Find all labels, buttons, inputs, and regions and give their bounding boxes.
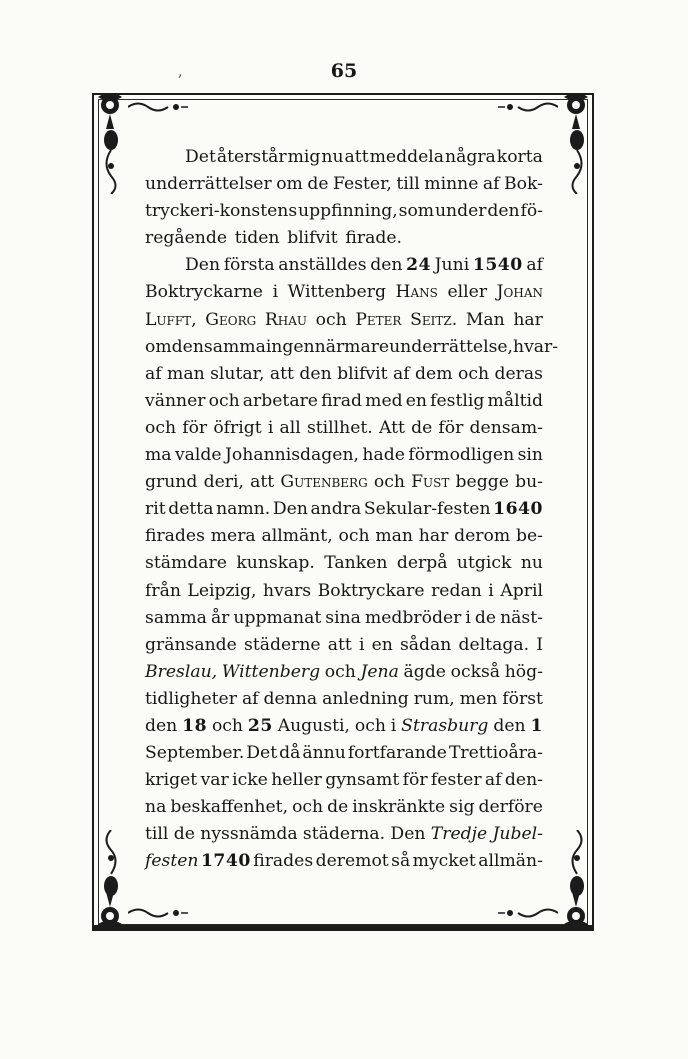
- word: Johannisdagen,: [225, 445, 359, 466]
- word: och: [457, 363, 490, 384]
- scroll-rule-icon: [498, 100, 558, 114]
- word: derpå: [396, 553, 448, 574]
- word: 1: [530, 715, 543, 736]
- text-line: [145, 144, 543, 171]
- word: ma: [145, 445, 172, 466]
- word: Wittenberg: [287, 282, 386, 303]
- stray-mark: ,: [178, 64, 183, 80]
- word: man: [375, 526, 413, 547]
- word: ännu: [302, 743, 346, 764]
- word: medbröder: [364, 607, 462, 628]
- word: utgick: [456, 553, 512, 574]
- word: de: [474, 607, 497, 628]
- word: i: [358, 634, 365, 655]
- word: regående: [145, 228, 228, 249]
- word: densam-: [469, 417, 543, 438]
- word: deremot: [315, 851, 389, 872]
- word: underrättelse,: [389, 336, 514, 357]
- text-line: [145, 334, 559, 361]
- word: mera: [210, 526, 256, 547]
- word: af: [484, 770, 502, 791]
- word: uppmanat: [233, 607, 322, 628]
- word: man: [167, 363, 205, 384]
- word: Gutenberg: [280, 472, 368, 493]
- word: städerne: [244, 634, 321, 655]
- word: Johan: [496, 282, 543, 303]
- word: och: [292, 797, 324, 818]
- word: Sekular-festen: [363, 499, 491, 520]
- word: anledning: [322, 688, 409, 709]
- page-number: 65: [330, 60, 358, 82]
- word: ingen: [265, 336, 315, 357]
- word: för: [438, 417, 464, 438]
- scroll-rule-icon: [128, 906, 188, 920]
- word: Hans: [395, 282, 438, 303]
- word: nu: [321, 147, 344, 167]
- word: gynsamt: [325, 770, 400, 791]
- word: i: [390, 715, 397, 736]
- word: de: [327, 797, 349, 818]
- word: första: [223, 255, 275, 276]
- word: af: [393, 363, 410, 384]
- word: Lufft,: [145, 309, 197, 330]
- vine-side-icon: [564, 124, 590, 194]
- word: af: [526, 255, 543, 276]
- word: att: [250, 472, 275, 493]
- word: rit: [145, 499, 166, 520]
- word: en: [405, 390, 428, 411]
- word: mycket: [412, 851, 476, 872]
- text-line: [145, 442, 543, 469]
- word: be-: [515, 526, 543, 547]
- word: näst-: [500, 607, 543, 628]
- word: allmän-: [478, 851, 543, 872]
- word: Man: [465, 309, 505, 330]
- word: meddela: [369, 147, 444, 167]
- word: tidligheter: [145, 688, 237, 709]
- word: de: [173, 824, 195, 845]
- word: Det: [185, 147, 216, 167]
- text-line: [145, 171, 543, 198]
- word: 24: [406, 255, 432, 276]
- text-line: [145, 632, 543, 659]
- word: att: [344, 147, 369, 167]
- word: festen: [145, 851, 199, 872]
- word: Bok-: [504, 174, 543, 195]
- word: af: [145, 363, 162, 384]
- word: Leipzig,: [187, 580, 257, 601]
- word: Jubel-: [492, 824, 543, 845]
- word: kriget: [145, 770, 198, 791]
- text-line: [145, 279, 543, 306]
- word: Breslau,: [145, 661, 218, 682]
- text-line: [145, 578, 543, 605]
- word: och: [208, 390, 240, 411]
- word: förmodligen: [408, 445, 515, 466]
- word: och: [338, 526, 370, 547]
- word: arbetare: [242, 390, 318, 411]
- word: eller: [447, 282, 488, 303]
- word: närmare: [314, 336, 390, 357]
- word: Strasburg: [401, 715, 489, 736]
- word: och: [145, 417, 177, 438]
- text-line: [145, 496, 543, 523]
- word: beskaffenhet,: [170, 797, 289, 818]
- word: allmänt,: [261, 526, 333, 547]
- vine-side-icon: [98, 830, 124, 900]
- word: fortfarande: [347, 743, 447, 764]
- word: under: [434, 201, 487, 222]
- word: att: [269, 363, 294, 384]
- text-line: [145, 713, 543, 740]
- text-line: [145, 821, 543, 848]
- word: af: [241, 688, 259, 709]
- word: och: [211, 715, 243, 736]
- word: städerna.: [302, 824, 386, 845]
- word: redan: [431, 580, 482, 601]
- word: fö-: [520, 201, 543, 222]
- word: och: [373, 472, 405, 493]
- word: icke: [232, 770, 268, 791]
- word: 1540: [472, 255, 523, 276]
- word: af: [482, 174, 500, 195]
- word: andra: [310, 499, 362, 520]
- word: Juni: [434, 255, 470, 276]
- word: Peter: [355, 309, 402, 330]
- word: mig: [287, 147, 321, 167]
- word: underrättelser: [145, 174, 272, 195]
- word: den: [487, 201, 520, 222]
- word: minne: [424, 174, 479, 195]
- word: inskränkte: [352, 797, 446, 818]
- word: i: [267, 417, 274, 438]
- word: heller: [271, 770, 322, 791]
- word: hade: [362, 445, 405, 466]
- word: stämdare: [145, 553, 227, 574]
- word: festlig: [430, 390, 485, 411]
- word: deri,: [203, 472, 244, 493]
- scroll-rule-icon: [128, 100, 188, 114]
- word: öfrigt: [213, 417, 262, 438]
- word: med: [365, 390, 403, 411]
- word: sin: [517, 445, 543, 466]
- word: i: [488, 580, 494, 601]
- vine-side-icon: [564, 830, 590, 900]
- word: blifvit: [337, 363, 388, 384]
- word: den: [145, 715, 178, 736]
- word: den: [370, 255, 403, 276]
- text-line: [145, 686, 543, 713]
- word: Den: [390, 824, 426, 845]
- word: Tredje: [430, 824, 488, 845]
- word: grund: [145, 472, 198, 493]
- word: för: [182, 417, 208, 438]
- word: då: [279, 743, 301, 764]
- text-line: [145, 659, 543, 686]
- word: namn.: [216, 499, 271, 520]
- word: blifvit: [287, 228, 338, 249]
- text-line: [145, 388, 543, 415]
- word: för: [402, 770, 428, 791]
- word: Det: [246, 743, 278, 764]
- word: till: [396, 174, 420, 195]
- word: och: [315, 309, 347, 330]
- word: gränsande: [145, 634, 237, 655]
- word: en: [371, 634, 393, 655]
- word: firades: [253, 851, 314, 872]
- word: Wittenberg: [221, 661, 321, 682]
- word: bu-: [515, 472, 543, 493]
- word: men: [459, 688, 498, 709]
- word: 18: [182, 715, 208, 736]
- text-line: [145, 605, 543, 632]
- word: så: [391, 851, 411, 872]
- word: återstår: [216, 147, 287, 167]
- frame-bottom-rule: [92, 925, 594, 931]
- word: var: [200, 770, 229, 791]
- word: densamma: [171, 336, 266, 357]
- word: ägde: [403, 661, 446, 682]
- text-line: [145, 361, 543, 388]
- word: Den: [185, 255, 221, 276]
- word: hvar-: [513, 336, 559, 357]
- word: dem: [415, 363, 453, 384]
- word: begge: [455, 472, 509, 493]
- word: har: [513, 309, 543, 330]
- word: Georg: [205, 309, 257, 330]
- word: uppfinning,: [298, 201, 398, 222]
- text-line: [145, 523, 543, 550]
- word: i: [272, 282, 279, 303]
- word: deltaga.: [458, 634, 530, 655]
- text-line: [145, 740, 543, 767]
- word: deras: [494, 363, 543, 384]
- text-line: [145, 307, 543, 334]
- word: firades: [145, 526, 205, 547]
- word: anställdes: [278, 255, 367, 276]
- word: den: [493, 715, 526, 736]
- body-text: [145, 144, 559, 876]
- word: stillhet.: [306, 417, 373, 438]
- word: vänner: [145, 390, 206, 411]
- word: derföre: [478, 797, 543, 818]
- vine-side-icon: [98, 124, 124, 194]
- word: slutar,: [210, 363, 265, 384]
- word: hög-: [504, 661, 543, 682]
- word: Fust: [411, 472, 450, 493]
- word: I: [536, 634, 543, 655]
- text-line: [145, 198, 543, 225]
- scroll-rule-icon: [498, 906, 558, 920]
- word: nyssnämda: [200, 824, 298, 845]
- word: Seitz.: [410, 309, 458, 330]
- word: firad: [321, 390, 363, 411]
- word: sådan: [399, 634, 452, 655]
- word: valde: [174, 445, 222, 466]
- word: har: [418, 526, 449, 547]
- word: Trettioåra-: [448, 743, 543, 764]
- word: detta: [168, 499, 214, 520]
- word: nu: [520, 553, 543, 574]
- word: sig: [449, 797, 475, 818]
- word: år: [210, 607, 230, 628]
- word: derom: [454, 526, 511, 547]
- word: samma: [145, 607, 207, 628]
- text-line: [145, 848, 543, 875]
- text-line: [145, 225, 543, 252]
- word: från: [145, 580, 181, 601]
- word: om: [145, 336, 172, 357]
- text-line: [145, 794, 543, 821]
- word: tiden: [234, 228, 280, 249]
- word: som: [398, 201, 435, 222]
- word: Augusti,: [277, 715, 350, 736]
- word: tryckeri-konstens: [145, 201, 298, 222]
- word: April: [500, 580, 543, 601]
- word: Tanken: [324, 553, 388, 574]
- word: 25: [247, 715, 273, 736]
- text-line: [145, 550, 543, 577]
- word: Boktryckarne: [145, 282, 263, 303]
- word: 1640: [493, 499, 543, 520]
- word: Boktryckare: [317, 580, 425, 601]
- text-line: [145, 469, 543, 496]
- word: hvars: [263, 580, 312, 601]
- word: till: [145, 824, 169, 845]
- word: den: [299, 363, 332, 384]
- word: och: [324, 661, 356, 682]
- word: den-: [504, 770, 543, 791]
- word: firade.: [345, 228, 402, 249]
- word: några: [445, 147, 496, 167]
- word: fester: [430, 770, 482, 791]
- text-line: [145, 415, 543, 442]
- word: först: [502, 688, 543, 709]
- word: de: [307, 174, 329, 195]
- word: måltid: [487, 390, 543, 411]
- word: kunskap.: [236, 553, 315, 574]
- word: September.: [145, 743, 245, 764]
- word: 1740: [200, 851, 251, 872]
- word: all: [279, 417, 301, 438]
- word: Fester,: [333, 174, 392, 195]
- word: och: [354, 715, 386, 736]
- word: de: [411, 417, 433, 438]
- word: i: [465, 607, 471, 628]
- word: om: [276, 174, 303, 195]
- word: Rhau: [264, 309, 308, 330]
- word: Jena: [360, 661, 399, 682]
- word: Att: [378, 417, 405, 438]
- word: Den: [272, 499, 308, 520]
- word: sina: [325, 607, 361, 628]
- text-line: [145, 767, 543, 794]
- word: korta: [496, 147, 543, 167]
- word: denna: [263, 688, 318, 709]
- word: rum,: [413, 688, 455, 709]
- word: också: [450, 661, 501, 682]
- word: na: [145, 797, 167, 818]
- text-line: [145, 252, 543, 279]
- word: att: [327, 634, 352, 655]
